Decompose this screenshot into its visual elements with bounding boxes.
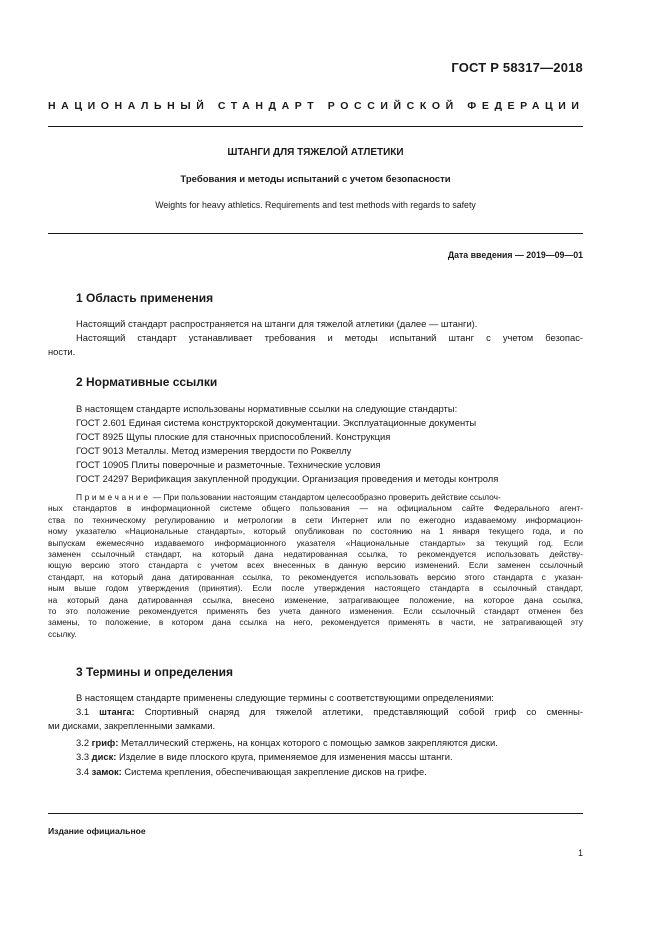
note-line: на который дана датированная ссылка, внесено изменение, затрагивающее положение, на которое дана ссылка, (48, 594, 583, 605)
note-line: то это положение рекомендуется применять без учета данного изменения. Если ссылочный стандарт отменен без (48, 606, 583, 617)
note-line: ным выше годом утверждения (принятия). Если после утверждения настоящего стандарта в ссылочный стандарт, (48, 583, 583, 594)
term-name: гриф: (91, 737, 119, 748)
reference-item: ГОСТ 8925 Щупы плоские для станочных приспособлений. Конструкция (76, 431, 391, 442)
section-1-paragraph-2: Настоящий стандарт устанавливает требования и методы испытаний штанг с учетом безопас- (76, 332, 583, 343)
standard-subtitle: Требования и методы испытаний с учетом безопасности (180, 174, 451, 185)
term-3-1 (76, 705, 583, 718)
note-block (48, 492, 583, 640)
section-2-heading: 2 Нормативные ссылки (76, 375, 218, 389)
national-standard-heading: НАЦИОНАЛЬНЫЙ СТАНДАРТ РОССИЙСКОЙ ФЕДЕРАЦИИ (48, 100, 585, 112)
term-definition: Изделие в виде плоского круга, применяемое для изменения массы штанги. (119, 751, 453, 762)
footer-rule (48, 813, 583, 814)
note-line: ному указателю «Национальные стандарты», который опубликован по состоянию на 1 января текущего года, и по (48, 526, 583, 537)
reference-item: ГОСТ 10905 Плиты поверочные и разметочные. Технические условия (76, 459, 381, 470)
top-rule (48, 126, 583, 127)
reference-item: ГОСТ 2.601 Единая система конструкторской документации. Эксплуатационные документы (76, 417, 477, 428)
note-line: замены, то положение, в котором дана ссылка на него, рекомендуется применять в части, не затрагивающей эту (48, 617, 583, 628)
official-edition-label: Издание официальное (48, 826, 146, 836)
section-3-heading: 3 Термины и определения (76, 665, 234, 679)
term-number: 3.2 (76, 737, 90, 748)
reference-item: ГОСТ 9013 Металлы. Метод измерения твердости по Роквеллу (76, 445, 352, 456)
term-3-2 (76, 736, 583, 749)
section-1-paragraph-1: Настоящий стандарт распространяется на штанги для тяжелой атлетики (далее — штанги). (76, 318, 478, 329)
page-number: 1 (577, 848, 583, 858)
term-definition: Металлический стержень, на концах которого с помощью замков закрепляются диски. (121, 737, 498, 748)
standard-title: ШТАНГИ ДЛЯ ТЯЖЕЛОЙ АТЛЕТИКИ (227, 147, 404, 158)
note-line: стандарт, на который дана датированная ссылка, то рекомендуется использовать версию этого стандарта с указан- (48, 571, 583, 582)
bottom-title-rule (48, 233, 583, 234)
term-name: замок: (91, 766, 122, 777)
note-line: ющую версию этого стандарта с учетом всех внесенных в данную версию изменений. Если заменен ссылочный (48, 560, 583, 571)
term-definition: Система крепления, обеспечивающая закрепление дисков на грифе. (124, 766, 427, 777)
note-line: ссылку. (48, 628, 77, 639)
term-number: 3.4 (76, 766, 90, 777)
section-1-paragraph-2-cont: ности. (48, 346, 76, 357)
note-first-text: — При пользовании настоящим стандартом целесообразно проверить действие ссылоч- (150, 492, 501, 502)
section-3-intro: В настоящем стандарте применены следующие термины с соответствующими определениями: (76, 692, 494, 703)
note-line: ства по техническому регулированию и метрологии в сети Интернет или по ежегодно издаваемому информацион- (48, 514, 583, 525)
term-name: штанга: (99, 706, 135, 717)
note-first-line (48, 492, 583, 503)
reference-item: ГОСТ 24297 Верификация закупленной продукции. Организация проведения и методы контроля (76, 473, 499, 484)
english-title: Weights for heavy athletics. Requirements and test methods with regards to safety (155, 200, 476, 210)
term-3-3 (76, 750, 583, 763)
introduction-date: Дата введения — 2019—09—01 (447, 250, 583, 260)
section-2-intro: В настоящем стандарте использованы нормативные ссылки на следующие стандарты: (76, 403, 458, 414)
term-definition: Спортивный снаряд для тяжелой атлетики, представляющий собой гриф со сменны- (144, 706, 584, 717)
term-3-1-cont: ми дисками, закрепленными замками. (48, 720, 216, 731)
term-number: 3.1 (76, 706, 90, 717)
note-line: заменен ссылочный стандарт, на который дана недатированная ссылка, то рекомендуется использовать действу- (48, 549, 583, 560)
term-number: 3.3 (76, 751, 90, 762)
note-line: ных стандартов в информационной системе общего пользования — на официальном сайте Федерального агент- (48, 503, 583, 514)
note-label: Примечание (76, 492, 151, 502)
note-line: выпускам ежемесячно издаваемого информационного указателя «Национальные стандарты» за текущий год. Если (48, 537, 583, 548)
term-3-4 (76, 765, 583, 778)
document-code: ГОСТ Р 58317—2018 (451, 60, 583, 75)
section-1-heading: 1 Область применения (76, 291, 214, 305)
term-name: диск: (91, 751, 117, 762)
